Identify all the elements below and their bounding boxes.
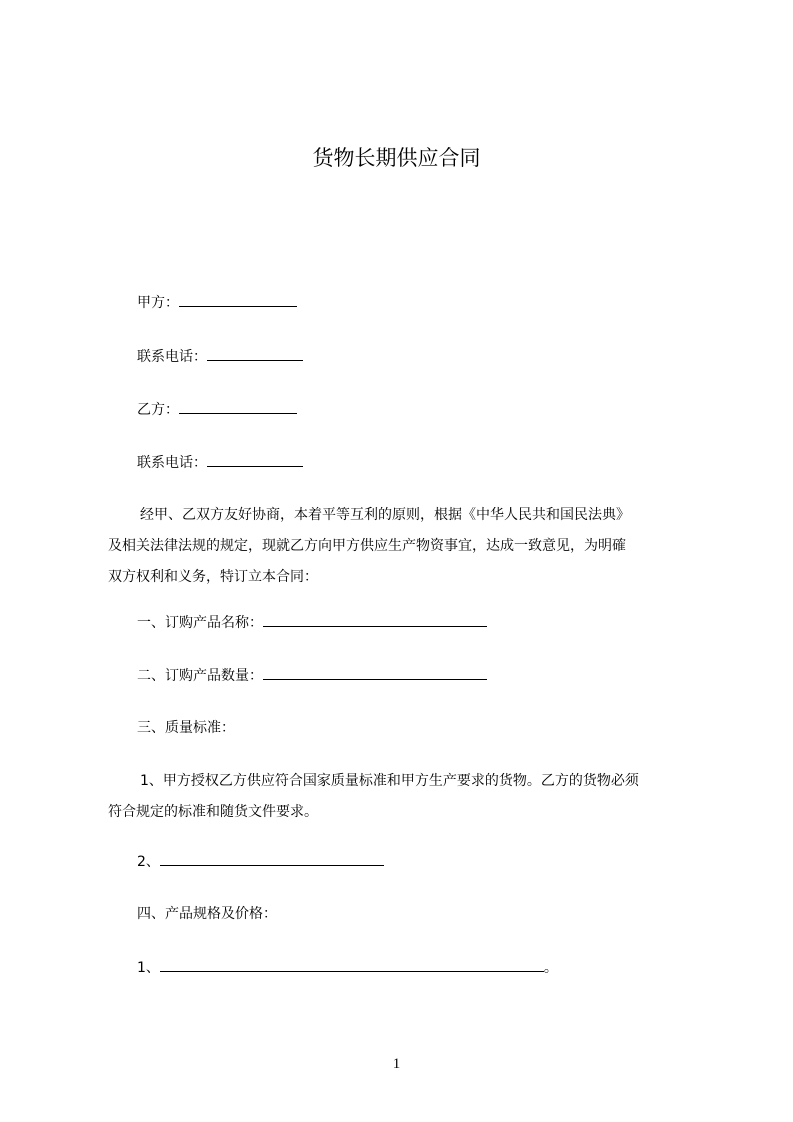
- section-3-item-2-blank: [160, 851, 384, 866]
- party-a-phone-blank: [207, 346, 303, 361]
- party-a-phone-label: 联系电话：: [137, 349, 207, 365]
- party-a-label: 甲方：: [137, 295, 179, 311]
- section-3-item-1-line-2: 符合规定的标准和随货文件要求。: [108, 804, 318, 820]
- party-b-line: [137, 399, 297, 420]
- section-3-item-1: [108, 766, 718, 828]
- section-4-heading: 四、产品规格及价格：: [137, 906, 277, 922]
- party-b-label: 乙方：: [137, 402, 179, 418]
- preamble-line-2: 及相关法律法规的规定，现就乙方向甲方供应生产物资事宜，达成一致意见，为明確: [108, 538, 626, 554]
- document-title: 货物长期供应合同: [312, 146, 481, 170]
- party-b-blank: [179, 399, 297, 414]
- party-b-phone-blank: [207, 452, 303, 467]
- preamble-paragraph: [108, 500, 718, 593]
- section-4-item-1-blank: [160, 957, 544, 972]
- section-3-item-2-label: 2、: [137, 854, 160, 870]
- page-number: 1: [392, 1056, 401, 1072]
- section-3-item-1-line-1: 1、甲方授权乙方供应符合国家质量标准和甲方生产要求的货物。乙方的货物必须: [140, 773, 639, 789]
- party-a-phone-line: [137, 346, 303, 367]
- section-2-line: [137, 665, 487, 686]
- section-1-label: 一、订购产品名称：: [137, 615, 263, 631]
- party-b-phone-label: 联系电话：: [137, 455, 207, 471]
- section-3-item-2-line: [137, 851, 384, 872]
- section-4-item-1-suffix: 。: [543, 960, 558, 976]
- section-4-item-1-line: [137, 957, 558, 978]
- section-3-heading: 三、质量标准：: [137, 720, 235, 736]
- party-a-line: [137, 292, 297, 313]
- party-a-blank: [179, 292, 297, 307]
- section-1-line: [137, 612, 487, 633]
- section-2-label: 二、订购产品数量：: [137, 668, 263, 684]
- party-b-phone-line: [137, 452, 303, 473]
- section-4-item-1-label: 1、: [137, 960, 160, 976]
- section-1-blank: [263, 612, 487, 627]
- section-2-blank: [263, 665, 487, 680]
- preamble-line-3: 双方权利和义务，特订立本合同：: [108, 569, 318, 585]
- preamble-line-1: 经甲、乙双方友好协商，本着平等互利的原则，根据《中华人民共和国民法典》: [140, 507, 630, 523]
